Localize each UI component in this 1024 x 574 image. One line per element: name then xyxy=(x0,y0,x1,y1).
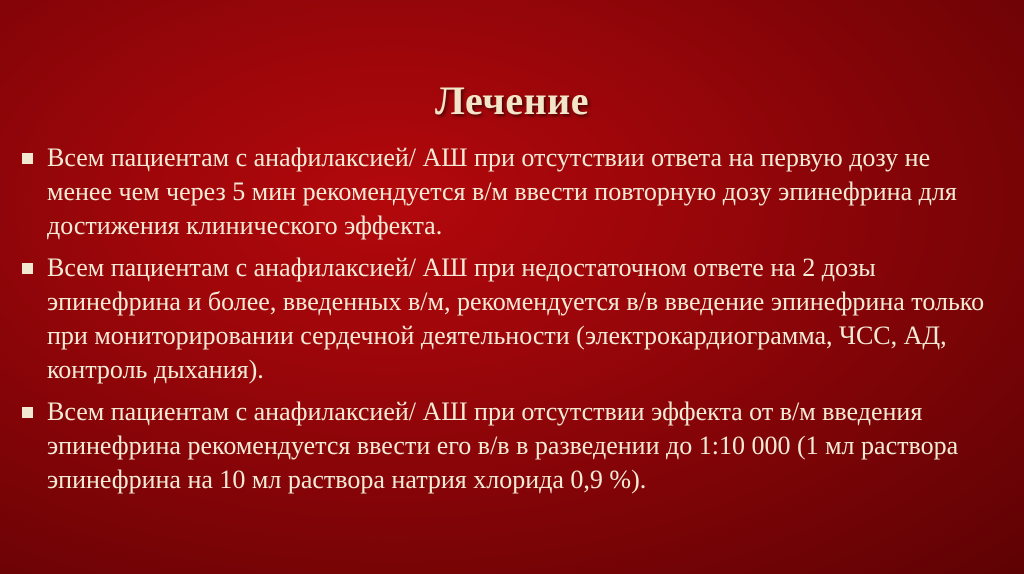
bullet-item xyxy=(20,141,995,243)
bullet-list xyxy=(20,141,995,505)
slide-title: Лечение xyxy=(435,77,589,123)
square-bullet-icon xyxy=(22,153,33,164)
bullet-item xyxy=(20,395,995,497)
square-bullet-icon xyxy=(22,263,33,274)
bullet-text: Всем пациентам с анафилаксией/ АШ при недостаточном ответе на 2 дозы эпинефрина и более, введенных в/м, рекомендуется в/в введение эпинефрина только при мониторировании сердечной деятельности (электрокардиограмма, ЧСС, АД, контроль дыхания). xyxy=(47,253,985,384)
square-bullet-icon xyxy=(22,407,33,418)
bullet-text: Всем пациентам с анафилаксией/ АШ при отсутствии ответа на первую дозу не менее чем через 5 мин рекомендуется в/м ввести повторную дозу эпинефрина для достижения клинического эффекта. xyxy=(47,143,957,240)
bullet-text: Всем пациентам с анафилаксией/ АШ при отсутствии эффекта от в/м введения эпинефрина рекомендуется ввести его в/в в разведении до 1:10 000 (1 мл раствора эпинефрина на 10 мл раствора натрия хлорида 0,9 %). xyxy=(47,397,959,494)
bullet-item xyxy=(20,251,995,387)
